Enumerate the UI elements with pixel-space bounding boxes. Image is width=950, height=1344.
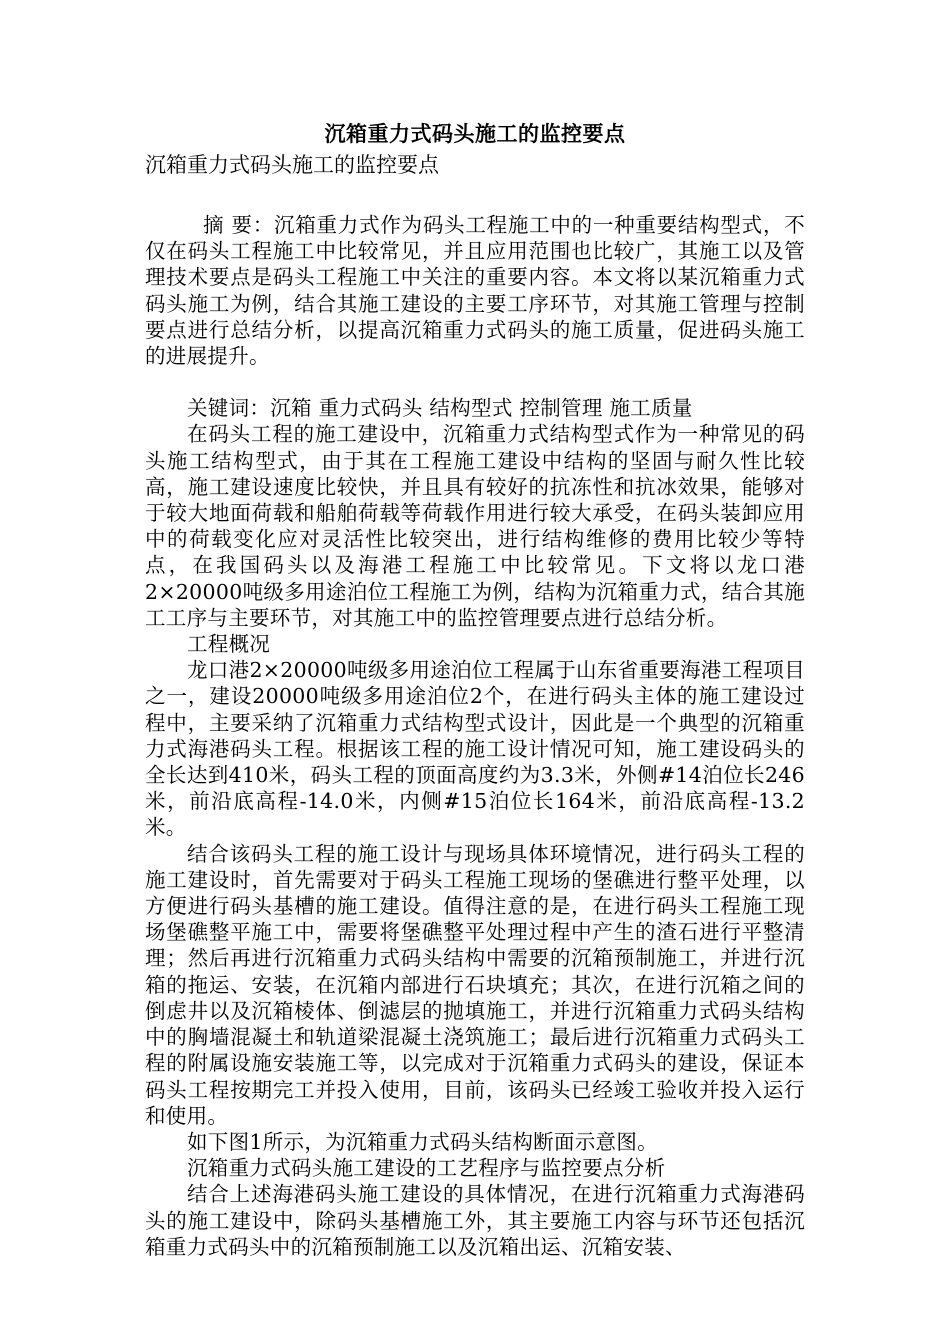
document-title: 沉箱重力式码头施工的监控要点 bbox=[324, 121, 626, 146]
body-paragraph: 结合上述海港码头施工建设的具体情况，在进行沉箱重力式海港码头的施工建设中，除码头基槽施工外，其主要施工内容与环节还包括沉箱重力式码头中的沉箱预制施工以及沉箱出运、沉箱安装、 bbox=[145, 1182, 805, 1259]
document-page bbox=[145, 118, 805, 1260]
keywords-paragraph: 关键词：沉箱 重力式码头 结构型式 控制管理 施工质量 bbox=[187, 396, 693, 421]
spacer bbox=[145, 369, 805, 395]
section-heading: 工程概况 bbox=[187, 632, 271, 657]
body-paragraph: 在码头工程的施工建设中，沉箱重力式结构型式作为一种常见的码头施工结构型式，由于其在工程施工建设中结构的坚固与耐久性比较高，施工建设速度比较快，并且具有较好的抗冻性和抗冰效果，能够对于较大地面荷载和船舶荷载等荷载作用进行较大承受，在码头装卸应用中的荷载变化应对灵活性比较突出，进行结构维修的费用比较少等特点，在我国码头以及海港工程施工中比较常见。下文将以龙口港2×20000吨级多用途泊位工程施工为例，结构为沉箱重力式，结合其施工工序与主要环节，对其施工中的监控管理要点进行总结分析。 bbox=[145, 422, 805, 630]
figure-reference: 如下图1所示，为沉箱重力式码头结构断面示意图。 bbox=[187, 1129, 658, 1154]
section-heading: 沉箱重力式码头施工建设的工艺程序与监控要点分析 bbox=[187, 1156, 666, 1181]
document-subtitle: 沉箱重力式码头施工的监控要点 bbox=[145, 153, 439, 177]
body-paragraph: 结合该码头工程的施工设计与现场具体环境情况，进行码头工程的施工建设时，首先需要对于码头工程施工现场的堡礁进行整平处理，以方便进行码头基槽的施工建设。值得注意的是，在进行码头工程施工现场堡礁整平施工中，需要将堡礁整平处理过程中产生的渣石进行平整清理；然后再进行沉箱重力式码头结构中需要的沉箱预制施工，并进行沉箱的拖运、安装，在沉箱内部进行石块填充；其次，在进行沉箱之间的倒虑井以及沉箱棱体、倒滤层的抛填施工，并进行沉箱重力式码头结构中的胸墙混凝土和轨道梁混凝土浇筑施工；最后进行沉箱重力式码头工程的附属设施安装施工等，以完成对于沉箱重力式码头的建设，保证本码头工程按期完工并投入使用，目前，该码头已经竣工验收并投入运行和使用。 bbox=[145, 841, 805, 1128]
abstract-paragraph: 摘 要：沉箱重力式作为码头工程施工中的一种重要结构型式，不仅在码头工程施工中比较常见，并且应用范围也比较广，其施工以及管理技术要点是码头工程施工中关注的重要内容。本文将以某沉箱重力式码头施工为例，结合其施工建设的主要工序环节，对其施工管理与控制要点进行总结分析，以提高沉箱重力式码头的施工质量，促进码头施工的进展提升。 bbox=[145, 213, 805, 369]
body-paragraph: 龙口港2×20000吨级多用途泊位工程属于山东省重要海港工程项目之一，建设20000吨级多用途泊位2个，在进行码头主体的施工建设过程中，主要采纳了沉箱重力式结构型式设计，因此是一个典型的沉箱重力式海港码头工程。根据该工程的施工设计情况可知，施工建设码头的全长达到410米，码头工程的顶面高度约为3.3米，外侧#14泊位长246米，前沿底高程-14.0米，内侧#15泊位长164米，前沿底高程-13.2米。 bbox=[145, 658, 805, 840]
